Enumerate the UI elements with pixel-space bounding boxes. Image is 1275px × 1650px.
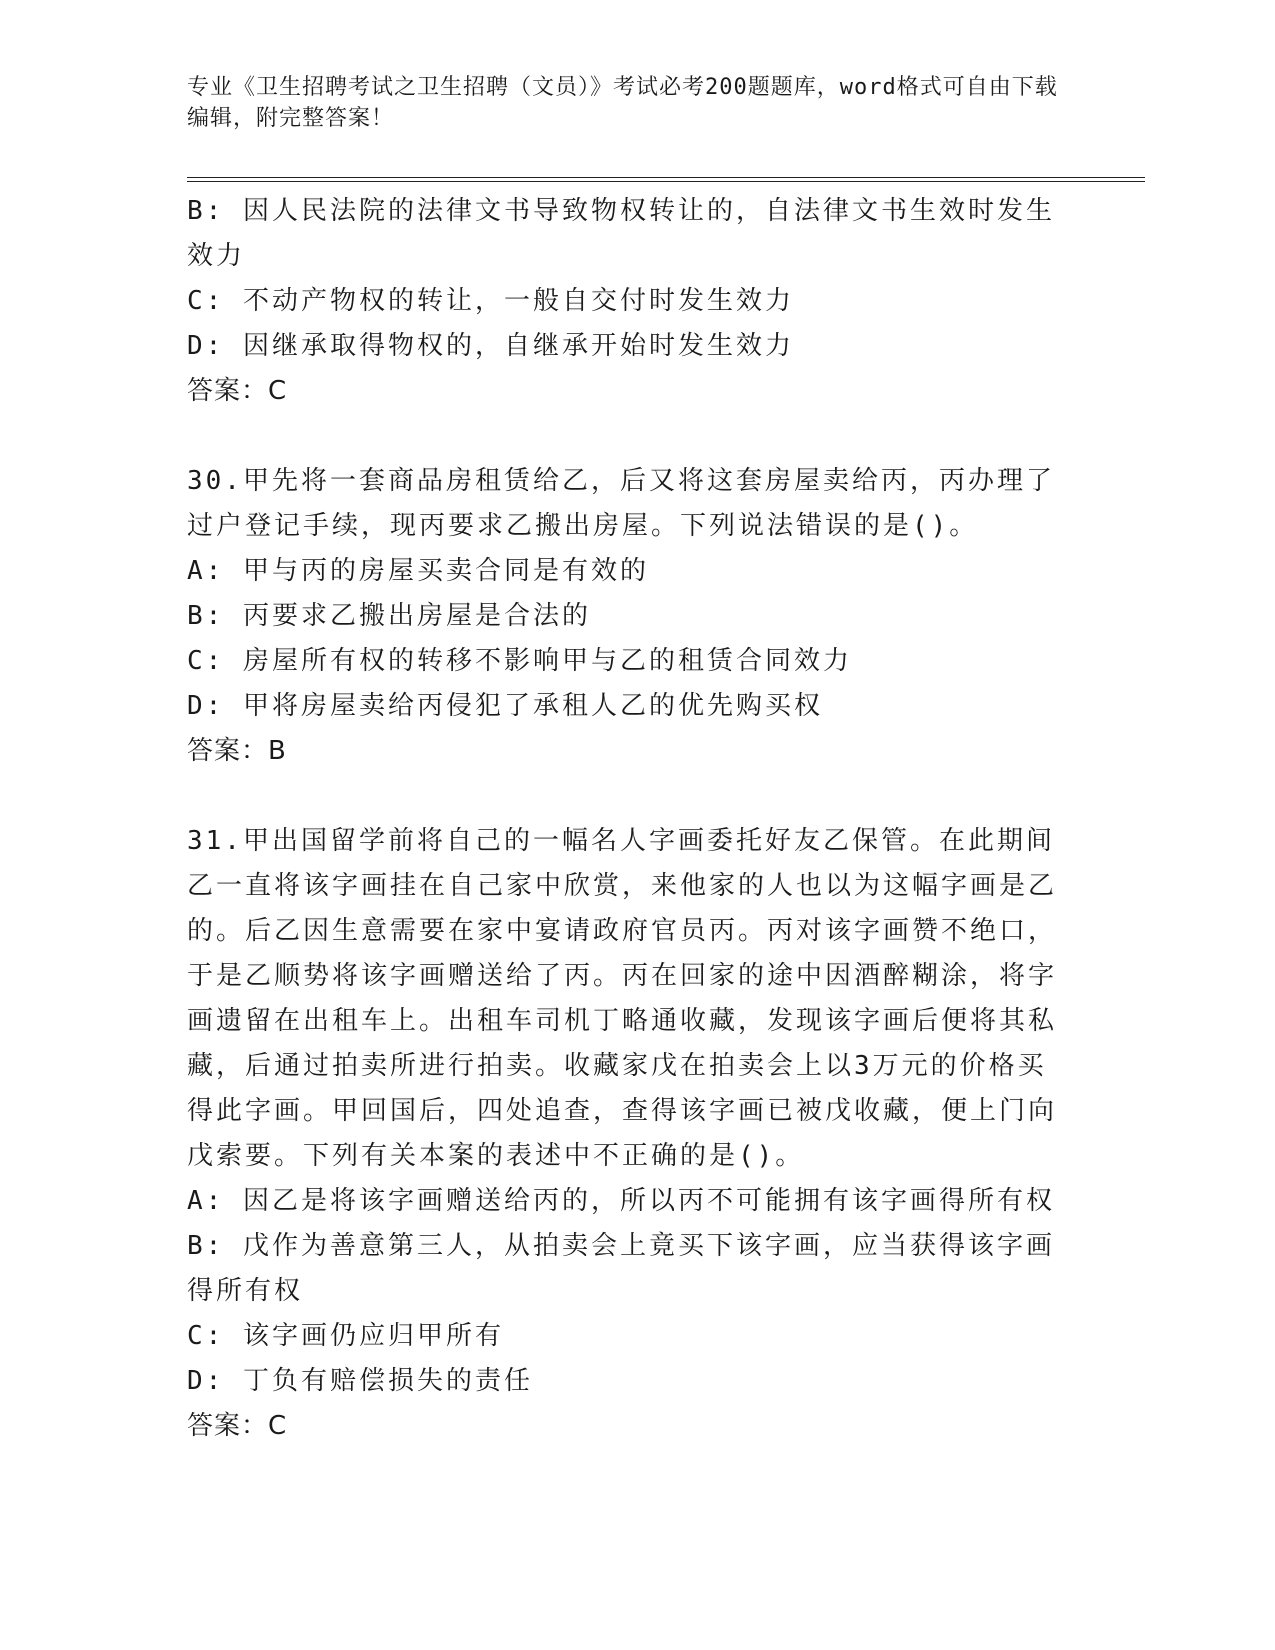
question-text: 31.甲出国留学前将自己的一幅名人字画委托好友乙保管。在此期间乙一直将该字画挂在自己家中欣赏，来他家的人也以为这幅字画是乙的。后乙因生意需要在家中宴请政府官员丙。丙对该字画赞不绝口，于是乙顺势将该字画赠送给了丙。丙在回家的途中因酒醉糊涂，将字画遗留在出租车上。出租车司机丁略通收藏，发现该字画后便将其私藏，后通过拍卖所进行拍卖。收藏家戊在拍卖会上以3万元的价格买得此字画。甲回国后，四处追查，查得该字画已被戊收藏，便上门向戊索要。下列有关本案的表述中不正确的是()。 bbox=[187, 826, 1058, 1171]
document-body bbox=[187, 189, 1067, 1449]
page-header: 专业《卫生招聘考试之卫生招聘（文员）》考试必考200题题库，word格式可自由下载编辑，附完整答案！ bbox=[187, 75, 1058, 131]
option-d: D: 因继承取得物权的，自继承开始时发生效力 bbox=[187, 331, 794, 361]
spacer bbox=[187, 774, 1067, 819]
option-c: C: 不动产物权的转让，一般自交付时发生效力 bbox=[187, 286, 794, 316]
option-a: A: 因乙是将该字画赠送给丙的，所以丙不可能拥有该字画得所有权 bbox=[187, 1186, 1055, 1216]
option-d: D: 甲将房屋卖给丙侵犯了承租人乙的优先购买权 bbox=[187, 691, 823, 721]
answer: 答案：C bbox=[187, 376, 288, 406]
option-a: A: 甲与丙的房屋买卖合同是有效的 bbox=[187, 556, 649, 586]
option-b: B: 因人民法院的法律文书导致物权转让的，自法律文书生效时发生效力 bbox=[187, 196, 1055, 271]
question-30 bbox=[187, 459, 1067, 774]
question-31 bbox=[187, 819, 1067, 1449]
option-d: D: 丁负有赔偿损失的责任 bbox=[187, 1366, 533, 1396]
option-c: C: 房屋所有权的转移不影响甲与乙的租赁合同效力 bbox=[187, 646, 852, 676]
question-text: 30.甲先将一套商品房租赁给乙，后又将这套房屋卖给丙，丙办理了过户登记手续，现丙要求乙搬出房屋。下列说法错误的是()。 bbox=[187, 466, 1055, 541]
question-29-tail bbox=[187, 189, 1067, 414]
header-rule bbox=[187, 177, 1145, 182]
spacer bbox=[187, 414, 1067, 459]
option-b: B: 戊作为善意第三人，从拍卖会上竟买下该字画，应当获得该字画得所有权 bbox=[187, 1231, 1055, 1306]
option-c: C: 该字画仍应归甲所有 bbox=[187, 1321, 504, 1351]
answer: 答案：B bbox=[187, 736, 287, 766]
option-b: B: 丙要求乙搬出房屋是合法的 bbox=[187, 601, 591, 631]
answer: 答案：C bbox=[187, 1411, 288, 1441]
